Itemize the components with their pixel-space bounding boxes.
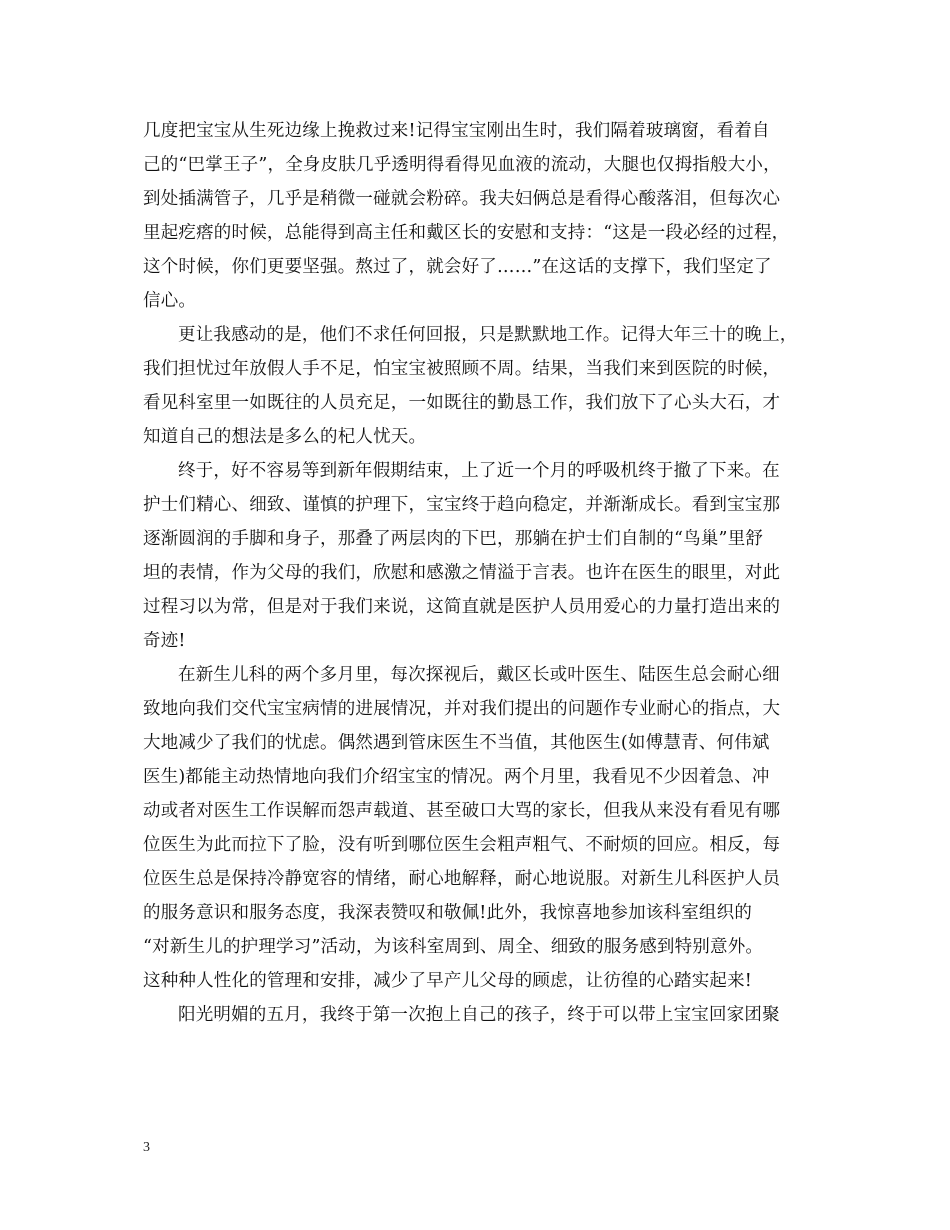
- paragraph-line: “对新生儿的护理学习”活动，为该科室周到、周全、细致的服务感到特别意外。: [143, 937, 764, 957]
- paragraph-line: 的服务意识和服务态度，我深表赞叹和敬佩!此外，我惊喜地参加该科室组织的: [143, 903, 753, 923]
- paragraph-line: 这种种人性化的管理和安排，减少了早产儿父母的顾虑，让彷徨的心踏实起来!: [143, 971, 753, 991]
- paragraph-line: 看见科室里一如既往的人员充足，一如既往的勤恳工作，我们放下了心头大石，才: [143, 393, 781, 413]
- paragraph-line: 位医生为此而拉下了脸，没有听到哪位医生会粗声粗气、不耐烦的回应。相反，每: [143, 835, 781, 855]
- paragraph-line: 知道自己的想法是多么的杞人忧天。: [143, 427, 427, 447]
- document-body: [143, 114, 813, 1032]
- paragraph-line: 逐渐圆润的手脚和身子，那叠了两层肉的下巴，那躺在护士们自制的“鸟巢”里舒: [143, 529, 764, 549]
- paragraph: [143, 998, 813, 1032]
- paragraph-line: 里起疙瘩的时候，总能得到高主任和戴区长的安慰和支持：“这是一段必经的过程，: [143, 223, 790, 243]
- paragraph-line: 阳光明媚的五月，我终于第一次抱上自己的孩子，终于可以带上宝宝回家团聚: [178, 1005, 780, 1025]
- paragraph-line: 坦的表情，作为父母的我们，欣慰和感激之情溢于言表。也许在医生的眼里，对此: [143, 563, 781, 583]
- page-number: 3: [143, 1140, 150, 1155]
- paragraph-line: 护士们精心、细致、谨慎的护理下，宝宝终于趋向稳定，并渐渐成长。看到宝宝那: [143, 495, 781, 515]
- paragraph-line: 在新生儿科的两个多月里，每次探视后，戴区长或叶医生、陆医生总会耐心细: [178, 665, 780, 685]
- paragraph-line: 几度把宝宝从生死边缘上挽救过来!记得宝宝刚出生时，我们隔着玻璃窗，看着自: [143, 121, 770, 141]
- paragraph-line: 医生)都能主动热情地向我们介绍宝宝的情况。两个月里，我看见不少因着急、冲: [143, 767, 770, 787]
- paragraph-line: 位医生总是保持冷静宽容的情绪，耐心地解释，耐心地说服。对新生儿科医护人员: [143, 869, 781, 889]
- paragraph-line: 信心。: [143, 291, 197, 311]
- paragraph: [143, 318, 813, 454]
- paragraph-line: 更让我感动的是，他们不求任何回报，只是默默地工作。记得大年三十的晚上，: [178, 325, 798, 345]
- paragraph-line: 过程习以为常，但是对于我们来说，这简直就是医护人员用爱心的力量打造出来的: [143, 597, 781, 617]
- paragraph-line: 到处插满管子，几乎是稍微一碰就会粉碎。我夫妇俩总是看得心酸落泪，但每次心: [143, 189, 781, 209]
- paragraph-line: 奇迹!: [143, 631, 186, 651]
- paragraph: [143, 658, 813, 998]
- paragraph-line: 致地向我们交代宝宝病情的进展情况，并对我们提出的问题作专业耐心的指点，大: [143, 699, 781, 719]
- paragraph: [143, 454, 813, 658]
- paragraph-line: 终于，好不容易等到新年假期结束，上了近一个月的呼吸机终于撤了下来。在: [178, 461, 780, 481]
- paragraph-line: 我们担忧过年放假人手不足，怕宝宝被照顾不周。结果，当我们来到医院的时候，: [143, 359, 781, 379]
- paragraph-line: 大地减少了我们的忧虑。偶然遇到管床医生不当值，其他医生(如傅慧青、何伟斌: [143, 733, 770, 753]
- paragraph-line: 动或者对医生工作误解而怨声载道、甚至破口大骂的家长，但我从来没有看见有哪: [143, 801, 781, 821]
- paragraph-line: 己的“巴掌王子”，全身皮肤几乎透明得看得见血液的流动，大腿也仅拇指般大小，: [143, 155, 781, 175]
- paragraph-line: 这个时候，你们更要坚强。熬过了，就会好了……”在这话的支撑下，我们坚定了: [143, 257, 772, 277]
- paragraph: [143, 114, 813, 318]
